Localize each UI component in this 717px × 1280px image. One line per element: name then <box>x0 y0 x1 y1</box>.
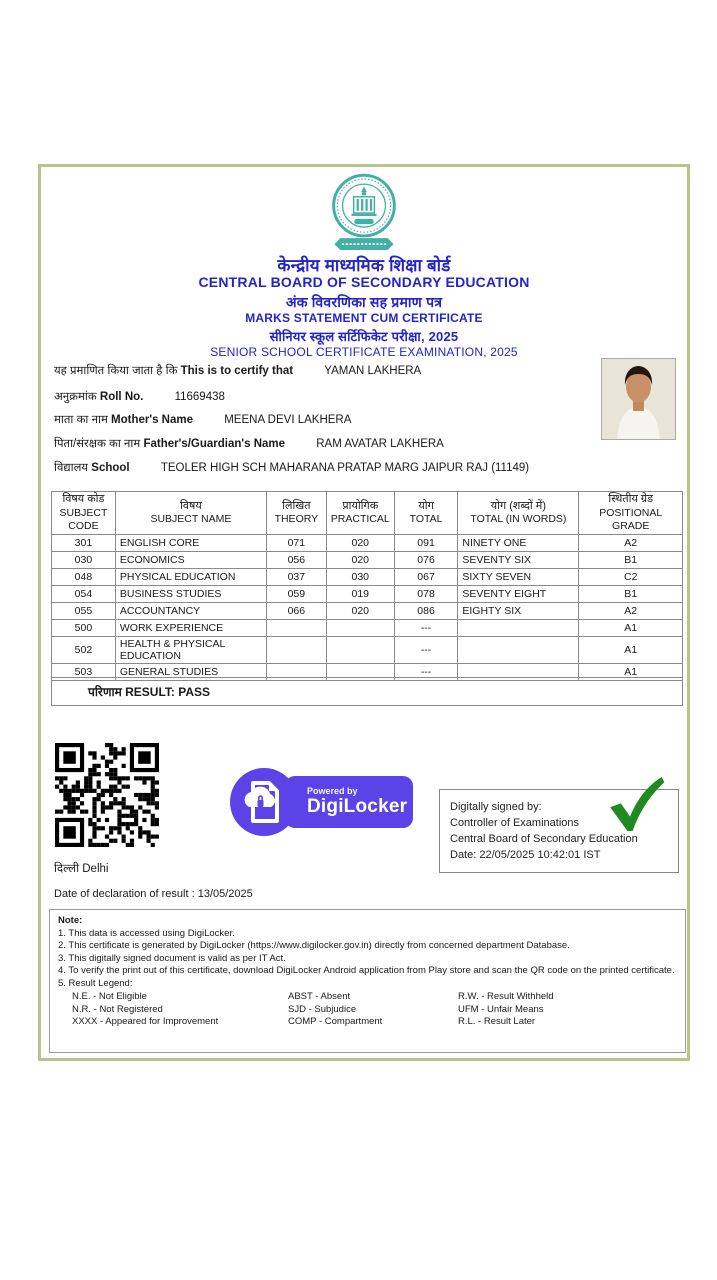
cell-words <box>458 620 579 637</box>
cell-name: PHYSICAL EDUCATION <box>115 569 266 586</box>
roll-number: 11669438 <box>174 391 225 403</box>
table-row <box>52 637 683 664</box>
cell-grade: A1 <box>579 664 683 681</box>
cell-name: HEALTH & PHYSICAL EDUCATION <box>115 637 266 664</box>
declaration-label: Date of declaration of result : <box>54 888 195 900</box>
mother-name: MEENA DEVI LAKHERA <box>224 414 352 426</box>
notes-title: Note: <box>58 915 83 926</box>
certify-label-english: This is to certify that <box>180 365 294 377</box>
legend-item: N.E. - Not Eligible <box>72 991 147 1002</box>
school-name: TEOLER HIGH SCH MAHARANA PRATAP MARG JAIPUR RAJ (11149) <box>160 462 530 474</box>
cell-grade: B1 <box>579 586 683 603</box>
cell-code: 048 <box>52 569 116 586</box>
legend-item: UFM - Unfair Means <box>458 1003 544 1015</box>
legend-item: R.W. - Result Withheld <box>458 991 554 1002</box>
cell-words: SEVENTY EIGHT <box>458 586 579 603</box>
cell-words: NINETY ONE <box>458 535 579 552</box>
place-line <box>54 861 108 876</box>
cell-code: 054 <box>52 586 116 603</box>
signature-line-3: Central Board of Secondary Education <box>450 833 638 845</box>
cell-words: EIGHTY SIX <box>458 603 579 620</box>
col-practical: प्रायोगिक PRACTICAL <box>326 492 394 535</box>
certify-row <box>54 363 421 378</box>
cell-total: --- <box>394 637 458 664</box>
cell-total: --- <box>394 620 458 637</box>
cell-total: --- <box>394 664 458 681</box>
student-photo-image <box>602 359 675 439</box>
cell-practical: 020 <box>326 552 394 569</box>
father-label-english: Father's/Guardian's Name <box>143 438 286 450</box>
roll-label-hindi: अनुक्रमांक <box>54 391 97 403</box>
cell-grade: B1 <box>579 552 683 569</box>
col-subject-code: विषय कोड SUBJECT CODE <box>52 492 116 535</box>
declaration-date: 13/05/2025 <box>197 888 253 900</box>
cell-practical: 020 <box>326 535 394 552</box>
note-item-4: 4. To verify the print out of this certificate, download DigiLocker Android application from Play store and scan the QR code on the printed certificate. <box>58 965 675 976</box>
cell-name: BUSINESS STUDIES <box>115 586 266 603</box>
cell-code: 502 <box>52 637 116 664</box>
school-row <box>54 460 529 475</box>
cell-words: SIXTY SEVEN <box>458 569 579 586</box>
roll-label-english: Roll No. <box>99 391 144 403</box>
table-row <box>52 569 683 586</box>
student-photo <box>601 358 676 440</box>
note-item-2: 2. This certificate is generated by DigiLocker (https://www.digilocker.gov.in) directly from concerned department Database. <box>58 940 570 951</box>
school-label-english: School <box>91 462 130 474</box>
cell-theory: 037 <box>266 569 326 586</box>
cell-practical <box>326 637 394 664</box>
doc-title-english: MARKS STATEMENT CUM CERTIFICATE <box>245 311 483 325</box>
cell-code: 030 <box>52 552 116 569</box>
legend-item: XXXX - Appeared for Improvement <box>72 1016 219 1027</box>
cell-practical: 019 <box>326 586 394 603</box>
cell-code: 301 <box>52 535 116 552</box>
board-name-english: CENTRAL BOARD OF SECONDARY EDUCATION <box>198 274 530 290</box>
cell-total: 067 <box>394 569 458 586</box>
cell-code: 055 <box>52 603 116 620</box>
col-subject-name: विषय SUBJECT NAME <box>115 492 266 535</box>
cell-name: ECONOMICS <box>115 552 266 569</box>
legend-item: COMP - Compartment <box>288 1016 383 1027</box>
cell-grade: A1 <box>579 620 683 637</box>
signature-line-4: Date: 22/05/2025 10:42:01 IST <box>450 849 601 861</box>
result-text: परिणाम RESULT: PASS <box>88 685 211 699</box>
cell-grade: A2 <box>579 603 683 620</box>
signature-line-1: Digitally signed by: <box>450 801 542 813</box>
declaration-date-line <box>54 888 253 900</box>
table-row <box>52 603 683 620</box>
cbse-logo-icon <box>327 173 401 253</box>
mother-row <box>54 412 351 427</box>
note-item-5: 5. Result Legend: <box>58 977 133 989</box>
table-row <box>52 620 683 637</box>
col-grade: स्थितीय ग्रेड POSITIONAL GRADE <box>579 492 683 535</box>
cell-words: SEVENTY SIX <box>458 552 579 569</box>
table-row <box>52 535 683 552</box>
place-hindi: दिल्ली <box>54 863 80 875</box>
cell-name: WORK EXPERIENCE <box>115 620 266 637</box>
cell-total: 078 <box>394 586 458 603</box>
col-theory: लिखित THEORY <box>266 492 326 535</box>
cell-practical: 030 <box>326 569 394 586</box>
cell-theory: 059 <box>266 586 326 603</box>
cell-grade: C2 <box>579 569 683 586</box>
roll-row <box>54 389 225 404</box>
digilocker-badge <box>229 767 413 837</box>
legend-item: SJD - Subjudice <box>288 1003 357 1015</box>
legend-item: N.R. - Not Registered <box>72 1003 163 1015</box>
father-row <box>54 436 444 451</box>
col-total-words: योग (शब्दों में) TOTAL (IN WORDS) <box>458 492 579 535</box>
doc-title-hindi: अंक विवरणिका सह प्रमाण पत्र <box>285 294 443 310</box>
qr-code <box>55 743 159 847</box>
cell-grade: A1 <box>579 637 683 664</box>
cell-words <box>458 637 579 664</box>
father-name: RAM AVATAR LAKHERA <box>316 438 444 450</box>
exam-title-english: SENIOR SCHOOL CERTIFICATE EXAMINATION, 2025 <box>210 345 518 359</box>
legend-item: ABST - Absent <box>288 991 351 1002</box>
cell-practical <box>326 620 394 637</box>
cell-total: 091 <box>394 535 458 552</box>
result-legend <box>58 991 677 1029</box>
cell-code: 503 <box>52 664 116 681</box>
certificate-body <box>38 164 690 1061</box>
notes-box <box>49 909 686 1053</box>
school-label-hindi: विद्यालय <box>54 462 89 474</box>
signature-line-2: Controller of Examinations <box>450 817 580 829</box>
place-english: Delhi <box>82 863 109 875</box>
digilocker-name: DigiLocker <box>307 796 408 817</box>
table-row <box>52 552 683 569</box>
cell-grade: A2 <box>579 535 683 552</box>
cell-name: ENGLISH CORE <box>115 535 266 552</box>
cell-name: GENERAL STUDIES <box>115 664 266 681</box>
cell-theory: 071 <box>266 535 326 552</box>
digilocker-powered-by: Powered by <box>307 786 358 796</box>
legend-row <box>58 1004 677 1017</box>
legend-item: R.L. - Result Later <box>458 1016 536 1027</box>
marks-table <box>51 491 683 681</box>
student-name: YAMAN LAKHERA <box>324 365 422 377</box>
legend-row <box>58 1016 677 1029</box>
mother-label-english: Mother's Name <box>111 414 194 426</box>
legend-row <box>58 991 677 1004</box>
mother-label-hindi: माता का नाम <box>54 414 108 426</box>
cell-theory: 056 <box>266 552 326 569</box>
cell-theory <box>266 620 326 637</box>
cell-total: 076 <box>394 552 458 569</box>
verified-check-icon <box>601 773 667 835</box>
marks-table-header-row <box>52 492 683 535</box>
note-item-3: 3. This digitally signed document is valid as per IT Act. <box>58 952 286 964</box>
certify-label-hindi: यह प्रमाणित किया जाता है कि <box>54 365 178 377</box>
father-label-hindi: पिता/संरक्षक का नाम <box>54 438 141 450</box>
exam-title-hindi: सीनियर स्कूल सर्टिफिकेट परीक्षा, 2025 <box>269 329 459 344</box>
digilocker-label <box>285 776 413 828</box>
board-name-hindi: केन्द्रीय माध्यमिक शिक्षा बोर्ड <box>277 256 451 275</box>
note-item-1: 1. This data is accessed using DigiLocker. <box>58 927 235 939</box>
result-row <box>51 677 683 706</box>
col-total: योग TOTAL <box>394 492 458 535</box>
cbse-logo <box>41 173 687 258</box>
cell-theory: 066 <box>266 603 326 620</box>
qr-code-image <box>55 743 159 847</box>
table-row <box>52 586 683 603</box>
cell-practical: 020 <box>326 603 394 620</box>
cell-code: 500 <box>52 620 116 637</box>
cell-name: ACCOUNTANCY <box>115 603 266 620</box>
cell-theory <box>266 637 326 664</box>
cell-total: 086 <box>394 603 458 620</box>
